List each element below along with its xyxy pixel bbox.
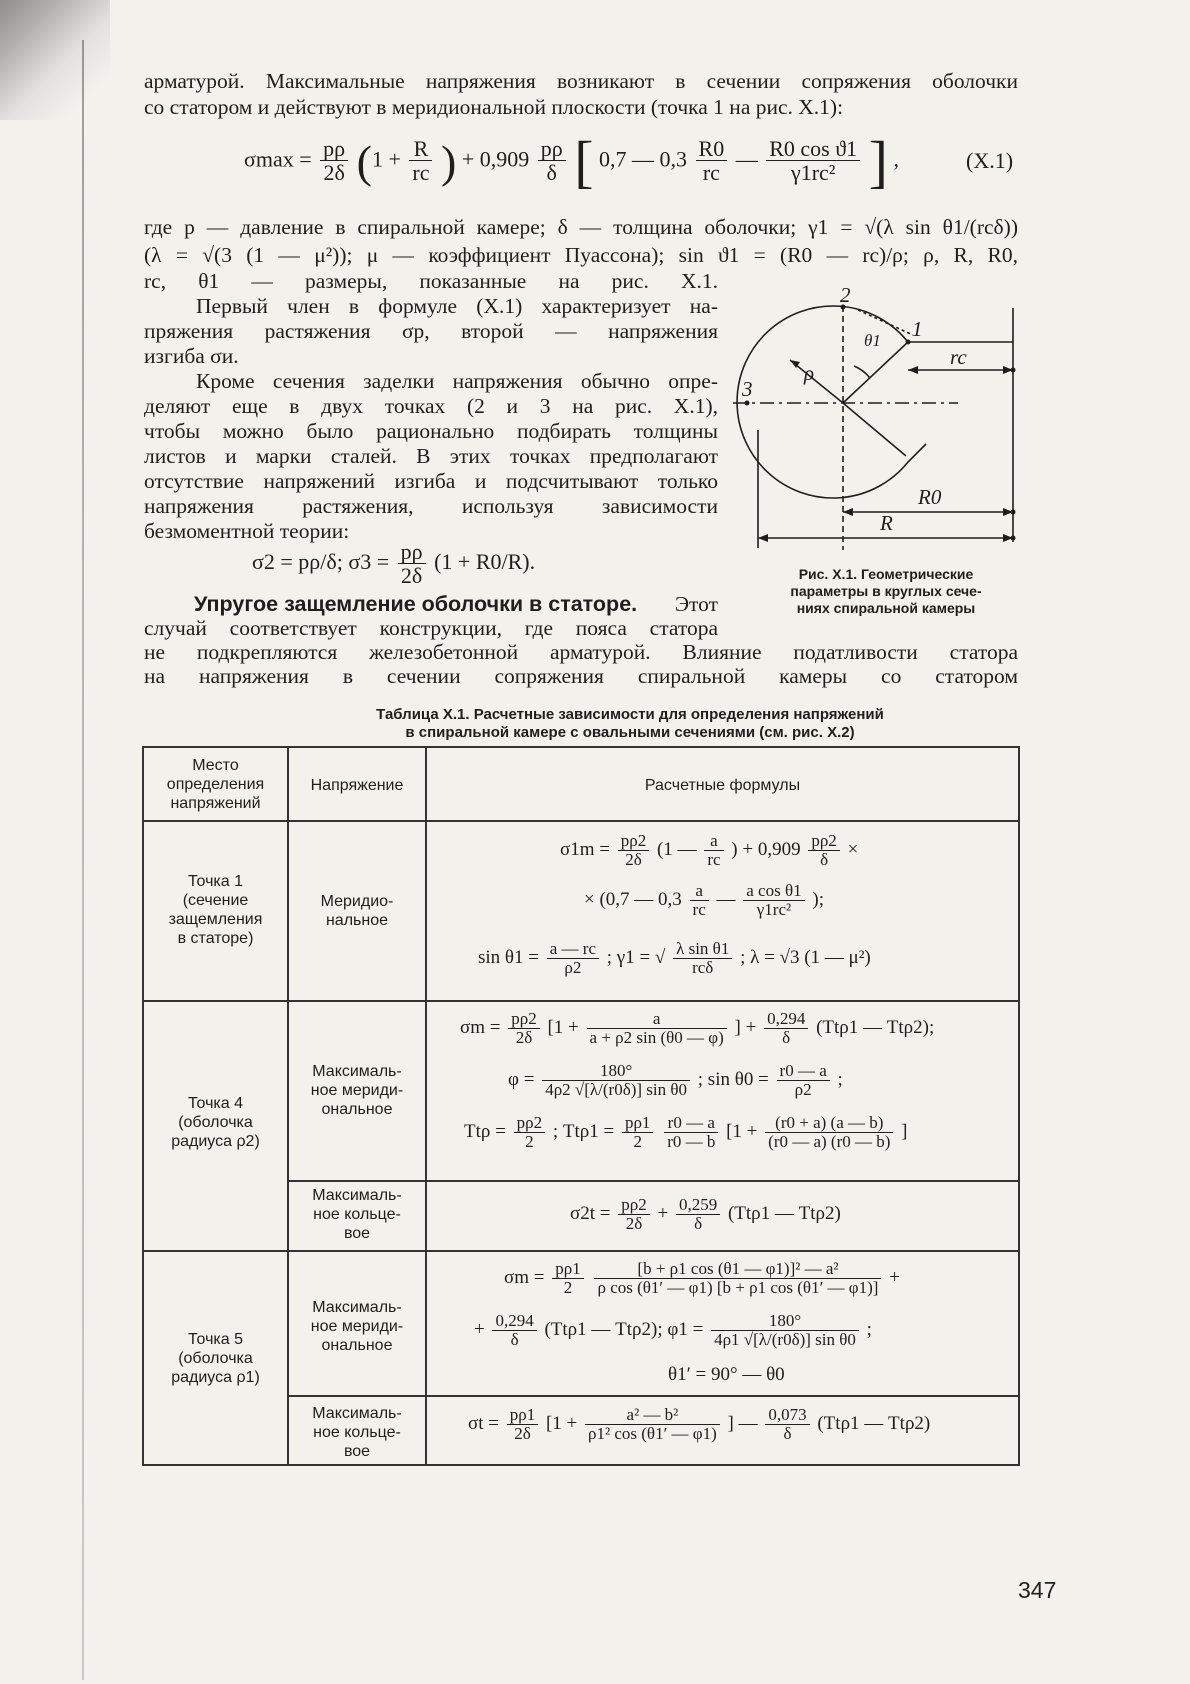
formula-num: r0 — a xyxy=(664,1114,718,1133)
formula-den: r0 — b xyxy=(667,1131,716,1151)
label-point-3: 3 xyxy=(742,377,753,401)
eq-den: 2δ xyxy=(323,160,345,186)
formula-part: sin θ1 = xyxy=(478,947,539,969)
formula-part: × (0,7 — 0,3 xyxy=(584,889,682,911)
formula-num: (r0 + a) (a — b) xyxy=(765,1114,893,1133)
formula-num: a cos θ1 xyxy=(743,882,804,901)
caption-line: Рис. X.1. Геометрические xyxy=(798,566,974,582)
header-line: напряжений xyxy=(170,795,261,812)
formula-den: (r0 — a) (r0 — b) xyxy=(768,1131,891,1151)
row3-formula-1 xyxy=(504,1260,900,1298)
formula-part: σ1m = xyxy=(560,839,610,861)
formula-part: ; xyxy=(866,1319,872,1341)
formula-part: — xyxy=(716,889,736,911)
formula-part: ] + xyxy=(734,1017,757,1039)
row1-formula-1 xyxy=(560,832,858,870)
eq-den: δ xyxy=(546,160,557,186)
formula-den: ρ cos (θ1′ — φ1) [b + ρ1 cos (θ1′ — φ1)] xyxy=(597,1277,879,1297)
formula-part: φ = xyxy=(508,1069,535,1091)
caption-line: ниях спиральной камеры xyxy=(796,600,976,616)
cell-line: ное мериди- xyxy=(310,1318,404,1335)
formula-den: rc xyxy=(692,899,706,919)
label-rc: rc xyxy=(950,345,967,369)
paragraph-line: изгиба σи. xyxy=(144,344,239,368)
formula-num: pρ1 xyxy=(552,1260,583,1279)
paragraph-line xyxy=(194,591,718,618)
formula-den: γ1rc² xyxy=(756,899,792,919)
table-header-place xyxy=(144,756,287,813)
formula-den: δ xyxy=(782,1027,791,1047)
cell-line: Точка 1 xyxy=(188,873,243,890)
formula-den: 2δ xyxy=(625,849,642,869)
label-rho: ρ xyxy=(804,361,815,385)
paragraph-line: (λ = √(3 (1 — μ²)); μ — коэффициент Пуассона); sin ϑ1 = (R0 — rc)/ρ; ρ, R, R0, xyxy=(144,243,1018,267)
radius-to-point-1 xyxy=(843,342,908,403)
formula-part: + xyxy=(657,1203,669,1225)
formula-den: 2 xyxy=(633,1131,642,1151)
formula-num: 180° xyxy=(542,1062,690,1081)
formula-den: 2δ xyxy=(625,1213,643,1233)
row2-formula-4 xyxy=(570,1196,841,1234)
formula-num: pρ1 xyxy=(507,1406,538,1425)
cell-line: Меридио- xyxy=(320,893,394,910)
cell-line: защемления xyxy=(168,911,263,928)
label-point-2: 2 xyxy=(840,283,851,307)
formula-den: ρ2 xyxy=(564,957,582,977)
heading-rest: Этот xyxy=(674,592,718,616)
row2-stress-meridional xyxy=(289,1062,425,1119)
cell-line: ное кольце- xyxy=(313,1424,401,1441)
formula-num: 180° xyxy=(711,1312,859,1331)
formula-num: 0,294 xyxy=(492,1312,536,1331)
formula-part: ) + 0,909 xyxy=(731,839,801,861)
eq-lhs: σmax = xyxy=(244,146,312,172)
cell-line: ональное xyxy=(321,1101,393,1118)
eq-num: R0 cos ϑ1 xyxy=(766,137,860,161)
formula-num: a — rc xyxy=(547,940,599,959)
header-line: Место xyxy=(192,757,239,774)
paragraph-line: Кроме сечения заделки напряжения обычно опре- xyxy=(196,369,718,393)
formula-part: σt = xyxy=(468,1413,499,1435)
formula-den: ρ2 xyxy=(794,1079,812,1099)
row1-place xyxy=(144,872,287,948)
page-number: 347 xyxy=(1018,1577,1057,1603)
cell-line: радиуса ρ1) xyxy=(171,1369,260,1386)
label-r0: R0 xyxy=(918,485,942,509)
paragraph-line: листов и марки сталей. В этих точках предполагают xyxy=(144,444,718,468)
paragraph-line: отсутствие напряжений изгиба и подсчитывают только xyxy=(144,469,718,493)
eq-num: pρ xyxy=(538,137,566,161)
row3-place xyxy=(144,1330,287,1387)
formula-part: ] — xyxy=(727,1413,758,1435)
radius-rho xyxy=(790,360,843,403)
formula-num: pρ1 xyxy=(622,1114,653,1133)
formula-part: (Ttρ1 — Ttρ2); xyxy=(816,1017,935,1039)
formula-num: 0,073 xyxy=(765,1406,809,1425)
cell-line: Точка 5 xyxy=(188,1331,243,1348)
eq-den: rc xyxy=(412,160,430,186)
eq-mid: + 0,909 xyxy=(461,146,530,172)
formula-part: σ2t = xyxy=(570,1203,611,1225)
cell-line: нальное xyxy=(325,912,389,929)
eq-num: R0 xyxy=(696,137,728,161)
formula-den: 2 xyxy=(563,1277,573,1297)
row2-place xyxy=(144,1094,287,1151)
figure-caption xyxy=(748,566,1024,617)
formula-den: δ xyxy=(783,1423,792,1443)
formula-part: ; sin θ0 = xyxy=(697,1069,769,1091)
paragraph-line: не подкрепляются железобетонной арматурой. Влияние податливости статора xyxy=(144,640,1018,664)
cell-line: вое xyxy=(343,1443,371,1460)
formula-part: ; γ1 = √ xyxy=(606,947,666,969)
cell-line: ное мериди- xyxy=(310,1082,404,1099)
formula-den: rc xyxy=(707,849,721,869)
formula-part: ] xyxy=(901,1121,908,1143)
formula-part: [1 + xyxy=(547,1017,579,1039)
label-theta: θ1 xyxy=(864,331,881,350)
equation-sigma2-sigma3 xyxy=(252,540,535,588)
formula-part: [1 + xyxy=(726,1121,758,1143)
formula-part: (Ttρ1 — Ttρ2) xyxy=(727,1203,841,1225)
cell-line: ное кольце- xyxy=(313,1206,401,1223)
formula-num: pρ2 xyxy=(508,1010,539,1029)
formula-num: a² — b² xyxy=(585,1406,720,1425)
formula-num: a xyxy=(690,882,709,901)
paragraph-line: Первый член в формуле (X.1) характеризует на- xyxy=(196,294,718,318)
paragraph-line: безмоментной теории: xyxy=(144,519,350,543)
formula-num: pρ2 xyxy=(618,1196,649,1215)
header-line: определения xyxy=(166,776,265,793)
formula-part: σm = xyxy=(504,1267,545,1289)
formula-num: r0 — a xyxy=(777,1062,830,1081)
eq-num: R xyxy=(409,137,432,161)
row2-formula-1 xyxy=(460,1010,934,1048)
eq-term: 0,7 — 0,3 xyxy=(599,146,688,172)
formula-den: rcδ xyxy=(692,957,714,977)
eq-num: pρ xyxy=(320,137,348,161)
table-header-formulas: Расчетные формулы xyxy=(644,777,801,794)
formula-den: δ xyxy=(694,1213,703,1233)
paragraph-line: напряжения растяжения, используя зависимости xyxy=(144,494,718,518)
paragraph-line: пряжения растяжения σp, второй — напряжения xyxy=(144,319,718,343)
paragraph-line: чтобы можно было рационально подбирать толщины xyxy=(144,419,718,443)
formula-part: (Ttρ1 — Ttρ2); φ1 = xyxy=(544,1319,704,1341)
formula-part: σm = xyxy=(460,1017,501,1039)
formula-part: + xyxy=(474,1319,485,1341)
row3-stress-ring xyxy=(289,1404,425,1461)
cell-line: вое xyxy=(343,1225,371,1242)
figure-x1-diagram xyxy=(728,280,1028,580)
cell-line: Максималь- xyxy=(312,1063,402,1080)
formula-num: 0,294 xyxy=(764,1010,808,1029)
row2-formula-3 xyxy=(464,1114,908,1152)
row2-formula-2 xyxy=(508,1062,843,1100)
formula-den: 2δ xyxy=(515,1027,533,1047)
formula-num: [b + ρ1 cos (θ1 — φ1)]² — a² xyxy=(594,1260,881,1279)
label-point-1: 1 xyxy=(912,317,923,341)
formula-part: ; Ttρ1 = xyxy=(552,1121,615,1143)
formula-den: 4ρ2 √[λ/(r0δ)] sin θ0 xyxy=(545,1079,688,1099)
row1-formula-3 xyxy=(478,940,871,978)
equation-label: (X.1) xyxy=(966,148,1014,173)
formula-den: a + ρ2 sin (θ0 — φ) xyxy=(589,1027,724,1047)
section-heading: Упругое защемление оболочки в статоре. xyxy=(194,592,638,616)
formula-den: 2 xyxy=(525,1131,534,1151)
cell-line: Максималь- xyxy=(312,1187,402,1204)
table-header-stress: Напряжение xyxy=(310,777,404,794)
cell-line: (сечение xyxy=(182,892,249,909)
formula-part: (Ttρ1 — Ttρ2) xyxy=(817,1413,931,1435)
row3-stress-meridional xyxy=(289,1298,425,1355)
paragraph-line: rc, θ1 — размеры, показанные на рис. X.1. xyxy=(144,269,718,293)
spiral-section-outline xyxy=(737,306,926,498)
table-title: Таблица X.1. Расчетные зависимости для определения напряжений xyxy=(376,706,884,723)
row3-formula-4 xyxy=(468,1406,930,1444)
paragraph-line: на напряжения в сечении сопряжения спиральной камеры со статором xyxy=(144,664,1018,688)
page-binding-shadow xyxy=(0,0,110,120)
radius-lower xyxy=(843,403,906,456)
cell-line: (оболочка xyxy=(178,1350,253,1367)
eq-num: pρ xyxy=(398,540,426,564)
formula-num: a xyxy=(587,1010,727,1029)
label-r: R xyxy=(880,511,893,535)
formula-num: a xyxy=(704,832,723,851)
paragraph-line: случай соответствует конструкции, где пояса статора xyxy=(144,616,718,640)
formula-den: ρ1² cos (θ1′ — φ1) xyxy=(588,1423,717,1443)
formula-part: ; xyxy=(837,1069,843,1091)
row3-formula-3: θ1′ = 90° — θ0 xyxy=(668,1364,785,1385)
formula-den: δ xyxy=(820,849,829,869)
eq-part: (1 + R0/R). xyxy=(434,549,536,575)
paragraph-line: деляют еще в двух точках (2 и 3 на рис. X.1), xyxy=(144,394,718,418)
formula-den: δ xyxy=(510,1329,519,1349)
formula-num: 0,259 xyxy=(676,1196,720,1215)
formula-part: (1 — xyxy=(656,839,697,861)
formula-part: ; λ = √3 (1 — μ²) xyxy=(740,947,871,969)
cell-line: ональное xyxy=(321,1337,393,1354)
table-subtitle: в спиральной камере с овальными сечениями (см. рис. X.2) xyxy=(405,724,855,741)
formula-part: [1 + xyxy=(545,1413,578,1435)
row2-stress-ring xyxy=(289,1186,425,1243)
formula-num: pρ2 xyxy=(618,832,649,851)
eq-den: γ1rc² xyxy=(790,160,836,186)
formula-num: λ sin θ1 xyxy=(673,940,732,959)
eq-den: rc xyxy=(702,160,720,186)
formula-part: Ttρ = xyxy=(464,1121,506,1143)
formula-part: × xyxy=(847,839,859,861)
cell-line: в статоре) xyxy=(177,930,254,947)
page-spine-edge xyxy=(82,40,84,1680)
formula-den: 4ρ1 √[λ/(r0δ)] sin θ0 xyxy=(714,1329,856,1349)
cell-line: (оболочка xyxy=(178,1114,253,1131)
cell-line: радиуса ρ2) xyxy=(171,1133,260,1150)
paragraph-line: арматурой. Максимальные напряжения возникают в сечении сопряжения оболочки xyxy=(144,69,1018,93)
cell-line: Максималь- xyxy=(312,1299,402,1316)
paragraph-line: со статором и действуют в меридиональной плоскости (точка 1 на рис. X.1): xyxy=(144,95,844,119)
formula-num: pρ2 xyxy=(514,1114,545,1133)
formula-num: pρ2 xyxy=(808,832,839,851)
eq-part: σ2 = pρ/δ; σ3 = xyxy=(252,549,390,575)
row3-formula-2 xyxy=(474,1312,872,1350)
row1-stress xyxy=(289,892,425,930)
formula-part: + xyxy=(889,1267,900,1289)
formula-part: ); xyxy=(812,889,824,911)
cell-line: Точка 4 xyxy=(188,1095,243,1112)
cell-line: Максималь- xyxy=(312,1405,402,1422)
equation-x1: σmax = $\frac{p\rho}{2\delta}$ (1 + $\frac{R}{rc}$ ) + 0,909 $\frac{p\rho}{\delta}$ [ 0,7 — 0,3 $\frac{R0}{rc}$ — $\frac{\text{R0 cos ϑ1}}{\text{γ1rc²}}$ ] , xyxy=(244,129,899,194)
row1-formula-2 xyxy=(584,882,824,920)
paragraph-line: где p — давление в спиральной камере; δ — толщина оболочки; γ1 = √(λ sin θ1/(rcδ)) xyxy=(144,215,1018,239)
formula-den: 2δ xyxy=(514,1423,531,1443)
eq-den: 2δ xyxy=(400,563,423,589)
caption-line: параметры в круглых сече- xyxy=(790,583,982,599)
